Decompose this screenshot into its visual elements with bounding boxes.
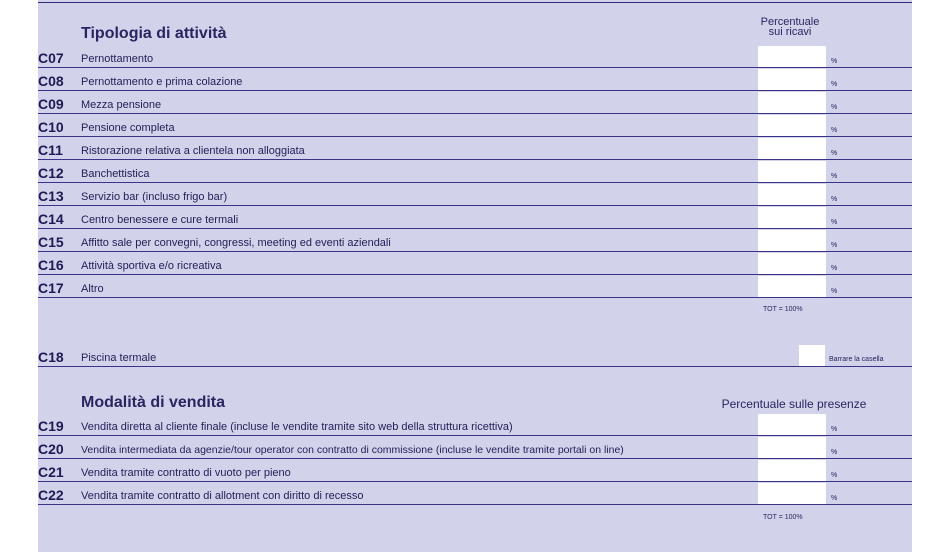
section-title-modalita: Modalità di vendita (81, 394, 226, 411)
piscina-checkbox[interactable] (799, 345, 825, 366)
row-label: Altro (81, 283, 104, 295)
section-title-tipologia: Tipologia di attività (81, 25, 227, 42)
percent-input-c17[interactable] (758, 276, 826, 297)
percent-input-c22[interactable] (758, 483, 826, 504)
top-rule (38, 2, 912, 3)
row-code: C08 (38, 73, 64, 89)
percent-sign: % (831, 104, 838, 111)
row-c11 (38, 137, 912, 160)
row-code: C22 (38, 487, 64, 503)
percent-sign: % (831, 150, 838, 157)
row-label: Affitto sale per convegni, congressi, meeting ed eventi aziendali (81, 237, 391, 249)
row-code: C15 (38, 234, 64, 250)
row-c10 (38, 114, 912, 137)
row-code: C14 (38, 211, 64, 227)
row-code: C21 (38, 464, 64, 480)
row-label: Vendita tramite contratto di vuoto per pieno (81, 467, 291, 479)
percent-sign: % (831, 196, 838, 203)
row-c17 (38, 275, 912, 298)
total-note-presenze: TOT = 100% (763, 514, 803, 521)
row-code: C19 (38, 418, 64, 434)
percent-sign: % (831, 173, 838, 180)
row-label: Pernottamento e prima colazione (81, 76, 243, 88)
row-c15 (38, 229, 912, 252)
row-code: C17 (38, 280, 64, 296)
row-rule (38, 297, 912, 298)
percent-sign: % (831, 426, 838, 433)
percent-input-c14[interactable] (758, 207, 826, 228)
percent-input-c13[interactable] (758, 184, 826, 205)
row-label: Banchettistica (81, 168, 150, 180)
percent-input-c08[interactable] (758, 69, 826, 90)
percent-input-c20[interactable] (758, 437, 826, 458)
percent-sign: % (831, 58, 838, 65)
row-c13 (38, 183, 912, 206)
row-label: Pernottamento (81, 53, 154, 65)
percent-input-c11[interactable] (758, 138, 826, 159)
percent-input-c07[interactable] (758, 46, 826, 67)
row-c18 (38, 343, 912, 367)
row-code: C11 (38, 142, 63, 158)
row-label: Pensione completa (81, 122, 175, 134)
percent-input-c09[interactable] (758, 92, 826, 113)
row-rule (38, 504, 912, 505)
row-code: C13 (38, 188, 64, 204)
percent-sign: % (831, 81, 838, 88)
percent-sign: % (831, 449, 838, 456)
row-rule (38, 366, 912, 367)
percent-input-c10[interactable] (758, 115, 826, 136)
row-c14 (38, 206, 912, 229)
row-c08 (38, 68, 912, 91)
row-c19 (38, 413, 912, 436)
row-label: Vendita diretta al cliente finale (incluse le vendite tramite sito web della struttura ricettiva) (81, 421, 513, 433)
row-c21 (38, 459, 912, 482)
percent-input-c21[interactable] (758, 460, 826, 481)
percent-sign: % (831, 242, 838, 249)
row-label: Vendita tramite contratto di allotment con diritto di recesso (81, 490, 364, 502)
column-header-ricavi (748, 17, 832, 37)
percent-input-c16[interactable] (758, 253, 826, 274)
row-c20 (38, 436, 912, 459)
row-label: Centro benessere e cure termali (81, 214, 239, 226)
row-label: Mezza pensione (81, 99, 162, 111)
percent-sign: % (831, 495, 838, 502)
percent-sign: % (831, 265, 838, 272)
percent-input-c19[interactable] (758, 414, 826, 435)
row-label: Attività sportiva e/o ricreativa (81, 260, 222, 272)
row-c22 (38, 482, 912, 505)
row-label: Piscina termale (81, 352, 157, 364)
row-c07 (38, 45, 912, 68)
row-code: C16 (38, 257, 64, 273)
row-label: Servizio bar (incluso frigo bar) (81, 191, 228, 203)
row-code: C18 (38, 349, 64, 365)
row-c09 (38, 91, 912, 114)
percent-sign: % (831, 472, 838, 479)
percent-sign: % (831, 127, 838, 134)
percent-input-c12[interactable] (758, 161, 826, 182)
percent-input-c15[interactable] (758, 230, 826, 251)
column-header-line2: sui ricavi (768, 26, 812, 38)
row-code: C12 (38, 165, 64, 181)
percent-sign: % (831, 219, 838, 226)
row-code: C09 (38, 96, 64, 112)
total-note-ricavi: TOT = 100% (763, 306, 803, 313)
row-c16 (38, 252, 912, 275)
row-label: Ristorazione relativa a clientela non alloggiata (81, 145, 305, 157)
row-code: C07 (38, 50, 64, 66)
column-header-line1: Percentuale (760, 16, 820, 28)
row-code: C10 (38, 119, 64, 135)
percent-sign: % (831, 288, 838, 295)
row-c12 (38, 160, 912, 183)
row-code: C20 (38, 441, 64, 457)
checkbox-note: Barrare la casella (829, 356, 884, 363)
column-header-presenze: Percentuale sulle presenze (721, 397, 867, 411)
row-label: Vendita intermediata da agenzie/tour operator con contratto di commissione (incluse le vendite tramite portali on line) (81, 444, 624, 456)
